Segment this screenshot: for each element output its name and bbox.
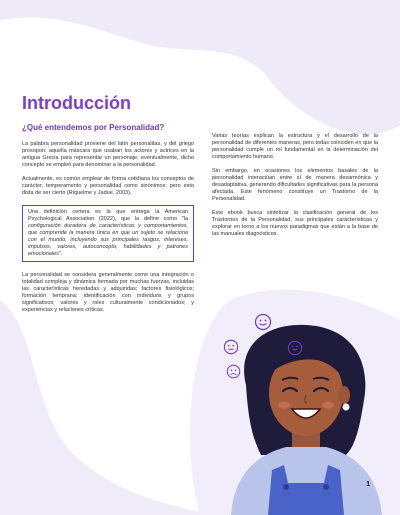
sad-face-icon [226,364,241,379]
happy-face-icon [287,340,303,356]
page-title: Introducción [22,93,131,113]
definition-quote: "la configuración duradera de características y comportamientos, que comprende la manera única en que un sujeto se relaciona con el mundo, incluyendo sus principales rasgos, intereses, impulsos, valores, autoconcepto, habilidades y patrones emocionales". [28,216,188,257]
paragraph-ebook: Este ebook busca sintetizar la clasificación general de los Trastornos de la Personalidad, sus principales características y explorar en torno a los nuevos paradigmas que están a la base de las manuales diagnósticos. [212,210,378,237]
right-column [212,133,378,245]
paragraph-theories: Varias teorías explican la estructura y el desarrollo de la personalidad de diferentes maneras, pero todas coinciden en que la personalidad cumple un rol fundamental en la determinación del comportamiento humano. [212,133,378,160]
paragraph-disorder: Sin embargo, en ocasiones los elementos basales de la personalidad interactúan entre sí de manera desarmónica y desadaptativa, generando dificultades significativas para la persona afectada. Este fenómeno constituye un Trastorno de la Personalidad. [212,168,378,202]
smiling-face-icon [254,313,272,331]
section-subtitle: ¿Qué entendemos por Personalidad? [22,123,165,132]
paragraph-etymology: La palabra personalidad proviene del latín personalitas, y del griego prosopon: aquella máscara que usaban los actores y actrices en la antigua Grecia para representar un personaje; eventualmente, dicho concepto se empleó para denominar a la personalidad. [22,141,194,168]
left-column [22,141,194,321]
page-number: 1 [366,481,370,488]
definition-box [22,205,194,262]
definition-intro: Una definición certera es la que entrega la American Psychological Association (2022), que la define como [28,209,188,222]
definition-text [28,209,188,258]
woman-illustration [206,305,400,515]
neutral-face-icon [223,339,239,355]
paragraph-integration: La personalidad se considera generalmente como una integración o totalidad compleja y dinámica formada por muchas fuerzas, incluidas las características heredadas y adquiridas; factores fisiológicos; formación temprana; identificación con individuos y grupos significativos; valores y roles culturalmente condicionados; y experiencias y relaciones críticas. [22,272,194,313]
paragraph-concepts: Actualmente, es común emplear de forma cotidiana los conceptos de carácter, temperamento y personalidad como sinónimos; pero esto dista de ser cierto (Riquelme y Jadue, 2003). [22,176,194,196]
